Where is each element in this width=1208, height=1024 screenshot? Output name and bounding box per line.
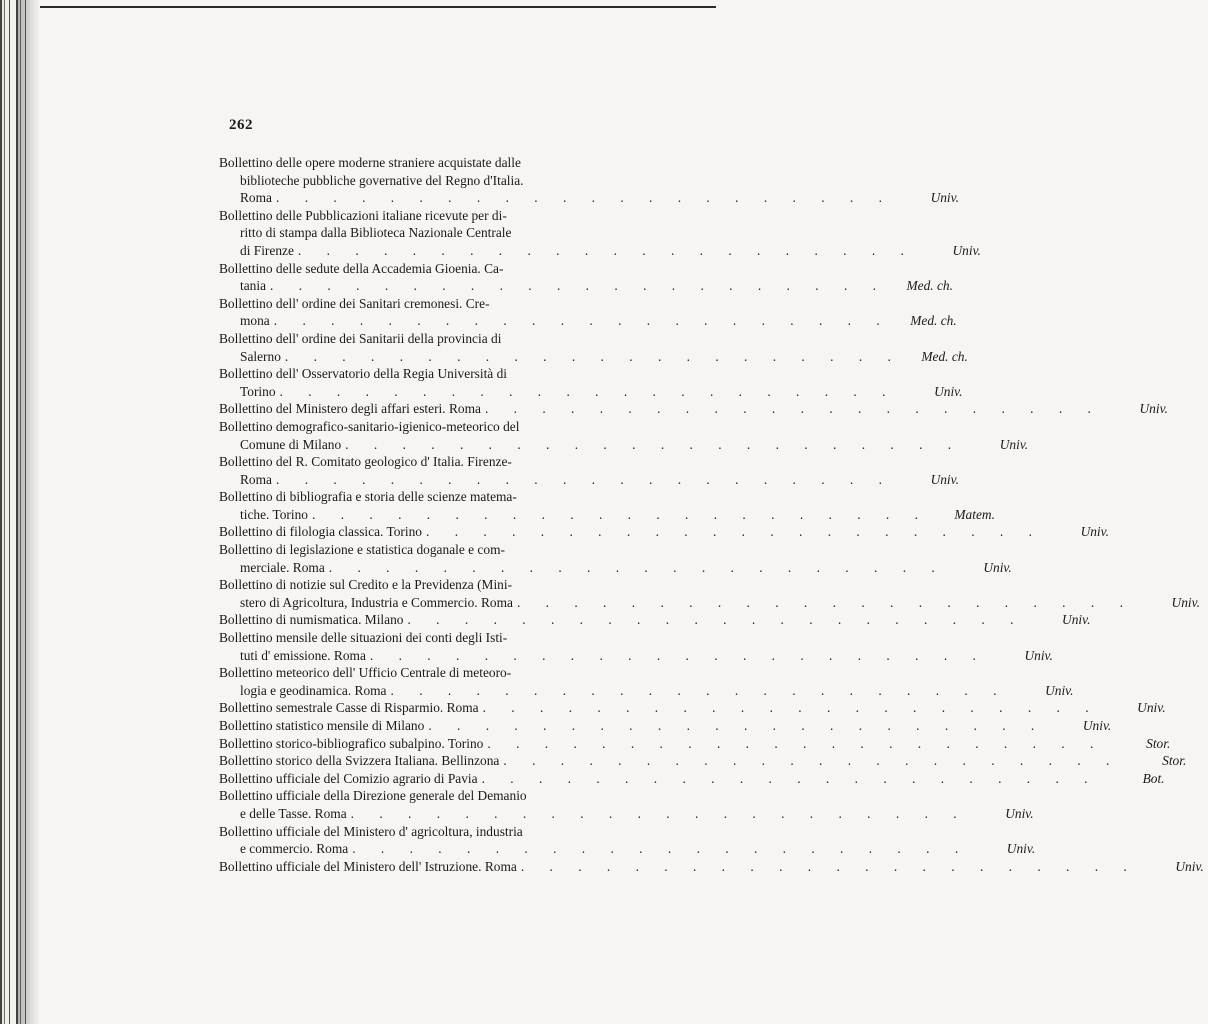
entry-line	[219, 154, 629, 172]
library-section-mark: Univ.	[1062, 612, 1091, 628]
entry-line	[219, 400, 1168, 418]
entry-text: Bollettino ufficiale del Ministero dell' Istruzione. Roma	[219, 858, 517, 874]
entry-text: Bollettino meteorico dell' Ufficio Centrale di meteoro-	[219, 665, 512, 681]
catalog-entry	[219, 207, 981, 260]
entry-line	[219, 330, 629, 348]
entry-line	[219, 611, 1091, 629]
entry-text: merciale. Roma	[240, 559, 325, 575]
library-section-mark: Univ.	[1139, 401, 1168, 417]
dot-leader: . . . . . . . . . . . . . . . . . . . . . .	[484, 401, 1102, 417]
entry-text: Roma	[240, 471, 272, 487]
library-section-mark: Stor.	[1162, 753, 1187, 769]
page-top-border	[40, 6, 716, 8]
library-section-mark: Univ.	[1006, 841, 1036, 857]
entry-line	[219, 471, 959, 489]
dot-leader: . . . . . . . . . . . . . . . . . . . . . .	[345, 436, 963, 452]
dot-leader: . . . . . . . . . . . . . . . . . . . . . .	[390, 682, 1008, 698]
catalog-entry	[219, 699, 1166, 717]
entry-text: tuti d' emissione. Roma	[240, 647, 366, 663]
entry-text: Bollettino di bibliografia e storia delle scienze matema-	[219, 489, 517, 505]
library-section-mark: Univ.	[999, 436, 1029, 452]
library-section-mark: Univ.	[952, 242, 981, 258]
library-section-mark: Univ.	[1005, 805, 1034, 821]
catalog-entry	[219, 295, 957, 330]
dot-leader: . . . . . . . . . . . . . . . . . . . . . .	[276, 471, 893, 487]
library-section-mark: Univ.	[1045, 682, 1074, 698]
library-section-mark: Univ.	[983, 559, 1012, 575]
entry-text: Bollettino delle opere moderne straniere acquistate dalle	[219, 155, 521, 170]
dot-leader: . . . . . . . . . . . . . . . . . . . . . .	[350, 805, 968, 821]
entry-line	[219, 576, 629, 594]
entry-text: Bollettino di filologia classica. Torino	[219, 524, 422, 540]
catalog-entry	[219, 787, 1034, 822]
catalog-entry	[219, 541, 1012, 576]
dot-leader: . . . . . . . . . . . . . . . . . . . . . .	[279, 383, 897, 399]
library-section-mark: Univ.	[1171, 594, 1200, 610]
dot-leader: . . . . . . . . . . . . . . . . . . . . . .	[426, 524, 1043, 540]
entry-text: mona	[240, 313, 270, 329]
dot-leader: . . . . . . . . . . . . . . . . . . . . . .	[481, 770, 1099, 786]
entry-line	[219, 559, 1012, 577]
entry-text: Bollettino demografico-sanitario-igienico-meteorico del	[219, 418, 520, 434]
catalog-entry	[219, 858, 1204, 876]
entry-line	[219, 787, 629, 805]
entry-text: Bollettino del R. Comitato geologico d' Italia. Firenze-	[219, 454, 512, 470]
library-section-mark: Univ.	[1080, 524, 1109, 540]
catalog-entry	[219, 330, 968, 365]
entry-text: Bollettino semestrale Casse di Risparmio. Roma	[219, 700, 479, 716]
entry-line	[219, 699, 1166, 717]
dot-leader: . . . . . . . . . . . . . . . . . . . . . .	[482, 700, 1100, 716]
entry-text: Bollettino delle sedute della Accademia Gioenia. Ca-	[219, 260, 504, 276]
dot-leader: . . . . . . . . . . . . . . . . . . . . . .	[297, 242, 915, 258]
catalog-entry	[219, 735, 1171, 753]
entry-text: Bollettino ufficiale del Ministero d' agricoltura, industria	[219, 823, 523, 839]
entry-line	[219, 189, 959, 207]
entry-line	[219, 172, 629, 190]
catalog-entry	[219, 365, 963, 400]
catalog-entry	[219, 717, 1112, 735]
entry-line	[219, 488, 629, 506]
dot-leader: . . . . . . . . . . . . . . . . . . . . . .	[276, 190, 893, 206]
page-number: 262	[229, 117, 253, 133]
catalog-entry	[219, 523, 1109, 541]
dot-leader: . . . . . . . . . . . . . . . . . . . . . .	[270, 278, 887, 294]
entry-line	[219, 594, 1200, 612]
entry-line	[219, 506, 995, 524]
library-section-mark: Matem.	[954, 506, 995, 522]
entry-text: Bollettino storico-bibliografico subalpino. Torino	[219, 735, 484, 751]
entry-text: Bollettino statistico mensile di Milano	[219, 718, 425, 733]
catalog-entry	[219, 400, 1168, 418]
entry-text: logia e geodinamica. Roma	[240, 682, 387, 698]
entry-text: stero di Agricoltura, Industria e Commercio. Roma	[240, 594, 513, 610]
entry-line	[219, 717, 1112, 735]
entry-line	[219, 277, 953, 295]
entry-line	[219, 523, 1109, 541]
library-section-mark: Univ.	[930, 471, 959, 487]
entry-line	[219, 735, 1171, 753]
dot-leader: . . . . . . . . . . . . . . . . . . . . . .	[428, 718, 1046, 733]
entry-text: e delle Tasse. Roma	[240, 805, 347, 821]
library-section-mark: Univ.	[930, 190, 959, 206]
dot-leader: . . . . . . . . . . . . . . . . . . . . . .	[328, 559, 946, 575]
library-section-mark: Univ.	[1137, 700, 1166, 716]
entry-text: Bollettino di numismatica. Milano	[219, 612, 404, 628]
dot-leader: . . . . . . . . . . . . . . . . . . . . . .	[516, 594, 1134, 610]
library-section-mark: Med. ch.	[906, 278, 953, 294]
entry-text: Bollettino dell' ordine dei Sanitari cremonesi. Cre-	[219, 295, 490, 311]
catalog-entry	[219, 611, 1091, 629]
dot-leader: . . . . . . . . . . . . . . . . . . . . . .	[407, 612, 1025, 628]
entry-text: Bollettino delle Pubblicazioni italiane ricevute per di-	[219, 207, 507, 223]
catalog-entry	[219, 770, 1165, 788]
entry-text: Bollettino ufficiale del Comizio agrario di Pavia	[219, 770, 478, 786]
entry-line	[219, 805, 1034, 823]
entry-line	[219, 418, 629, 436]
entry-text: Comune di Milano	[240, 436, 342, 452]
catalog-entry	[219, 752, 1187, 770]
entry-line	[219, 436, 1029, 454]
dot-leader: . . . . . . . . . . . . . . . . . . . . . .	[487, 735, 1105, 751]
entry-text: Bollettino di legislazione e statistica doganale e com-	[219, 542, 505, 558]
entry-line	[219, 224, 629, 242]
entry-text: Bollettino dell' Osservatorio della Regia Università di	[219, 366, 508, 382]
dot-leader: . . . . . . . . . . . . . . . . . . . . . .	[273, 313, 891, 329]
entry-line	[219, 682, 1074, 700]
entry-text: e commercio. Roma	[240, 841, 349, 857]
entry-text: Bollettino del Ministero degli affari esteri. Roma	[219, 401, 481, 417]
entry-text: Bollettino mensile delle situazioni dei conti degli Isti-	[219, 630, 508, 646]
entry-line	[219, 647, 1053, 665]
entry-text: Bollettino di notizie sul Credito e la Previdenza (Mini-	[219, 577, 513, 593]
library-section-mark: Bot.	[1142, 770, 1165, 786]
entry-text: tiche. Torino	[240, 506, 308, 522]
dot-leader: . . . . . . . . . . . . . . . . . . . . . .	[369, 647, 987, 663]
catalog-entry	[219, 629, 1053, 664]
library-section-mark: Stor.	[1146, 735, 1171, 751]
entry-text: Bollettino ufficiale della Direzione generale del Demanio	[219, 788, 527, 804]
entry-line	[219, 260, 629, 278]
entry-text: biblioteche pubbliche governative del Regno d'Italia.	[240, 172, 524, 188]
dot-leader: . . . . . . . . . . . . . . . . . . . . . .	[352, 841, 970, 857]
library-section-mark: Univ.	[934, 383, 963, 399]
entry-line	[219, 348, 968, 366]
entry-text: tania	[240, 278, 267, 294]
entry-text: ritto di stampa dalla Biblioteca Nazionale Centrale	[240, 225, 512, 241]
entry-text: Bollettino dell' ordine dei Sanitarii della provincia di	[219, 330, 502, 346]
entry-line	[219, 752, 1187, 770]
entry-line	[219, 664, 629, 682]
entry-line	[219, 312, 957, 330]
entry-line	[219, 858, 1204, 876]
catalog-entry	[219, 576, 1200, 611]
dot-leader: . . . . . . . . . . . . . . . . . . . . . .	[520, 858, 1138, 874]
library-section-mark: Med. ch.	[921, 348, 968, 364]
library-section-mark: Univ.	[1082, 718, 1112, 733]
entry-line	[219, 242, 981, 260]
entry-line	[219, 207, 629, 225]
entry-line	[219, 840, 1036, 858]
library-section-mark: Med. ch.	[910, 313, 957, 329]
dot-leader: . . . . . . . . . . . . . . . . . . . . . .	[312, 506, 929, 522]
library-section-mark: Univ.	[1024, 647, 1053, 663]
catalog-entry	[219, 260, 953, 295]
catalog-entry	[219, 664, 1074, 699]
entry-text: Torino	[240, 383, 276, 399]
entry-line	[219, 453, 629, 471]
entry-line	[219, 541, 629, 559]
entry-line	[219, 770, 1165, 788]
entry-line	[219, 823, 629, 841]
catalog-entry-list	[219, 154, 1204, 875]
catalog-entry	[219, 823, 1036, 858]
binding-shadow	[16, 0, 40, 1024]
entry-line	[219, 295, 629, 313]
dot-leader: . . . . . . . . . . . . . . . . . . . . . .	[503, 753, 1121, 769]
entry-text: di Firenze	[240, 242, 294, 258]
entry-line	[219, 629, 629, 647]
entry-line	[219, 383, 963, 401]
entry-text: Bollettino storico della Svizzera Italiana. Bellinzona	[219, 753, 500, 769]
catalog-entry	[219, 488, 995, 523]
dot-leader: . . . . . . . . . . . . . . . . . . . . . .	[284, 348, 902, 364]
catalog-entry	[219, 154, 959, 207]
entry-text: Salerno	[240, 348, 281, 364]
catalog-entry	[219, 418, 1029, 453]
library-section-mark: Univ.	[1175, 858, 1204, 874]
entry-text: Roma	[240, 190, 272, 206]
catalog-entry	[219, 453, 959, 488]
entry-line	[219, 365, 629, 383]
